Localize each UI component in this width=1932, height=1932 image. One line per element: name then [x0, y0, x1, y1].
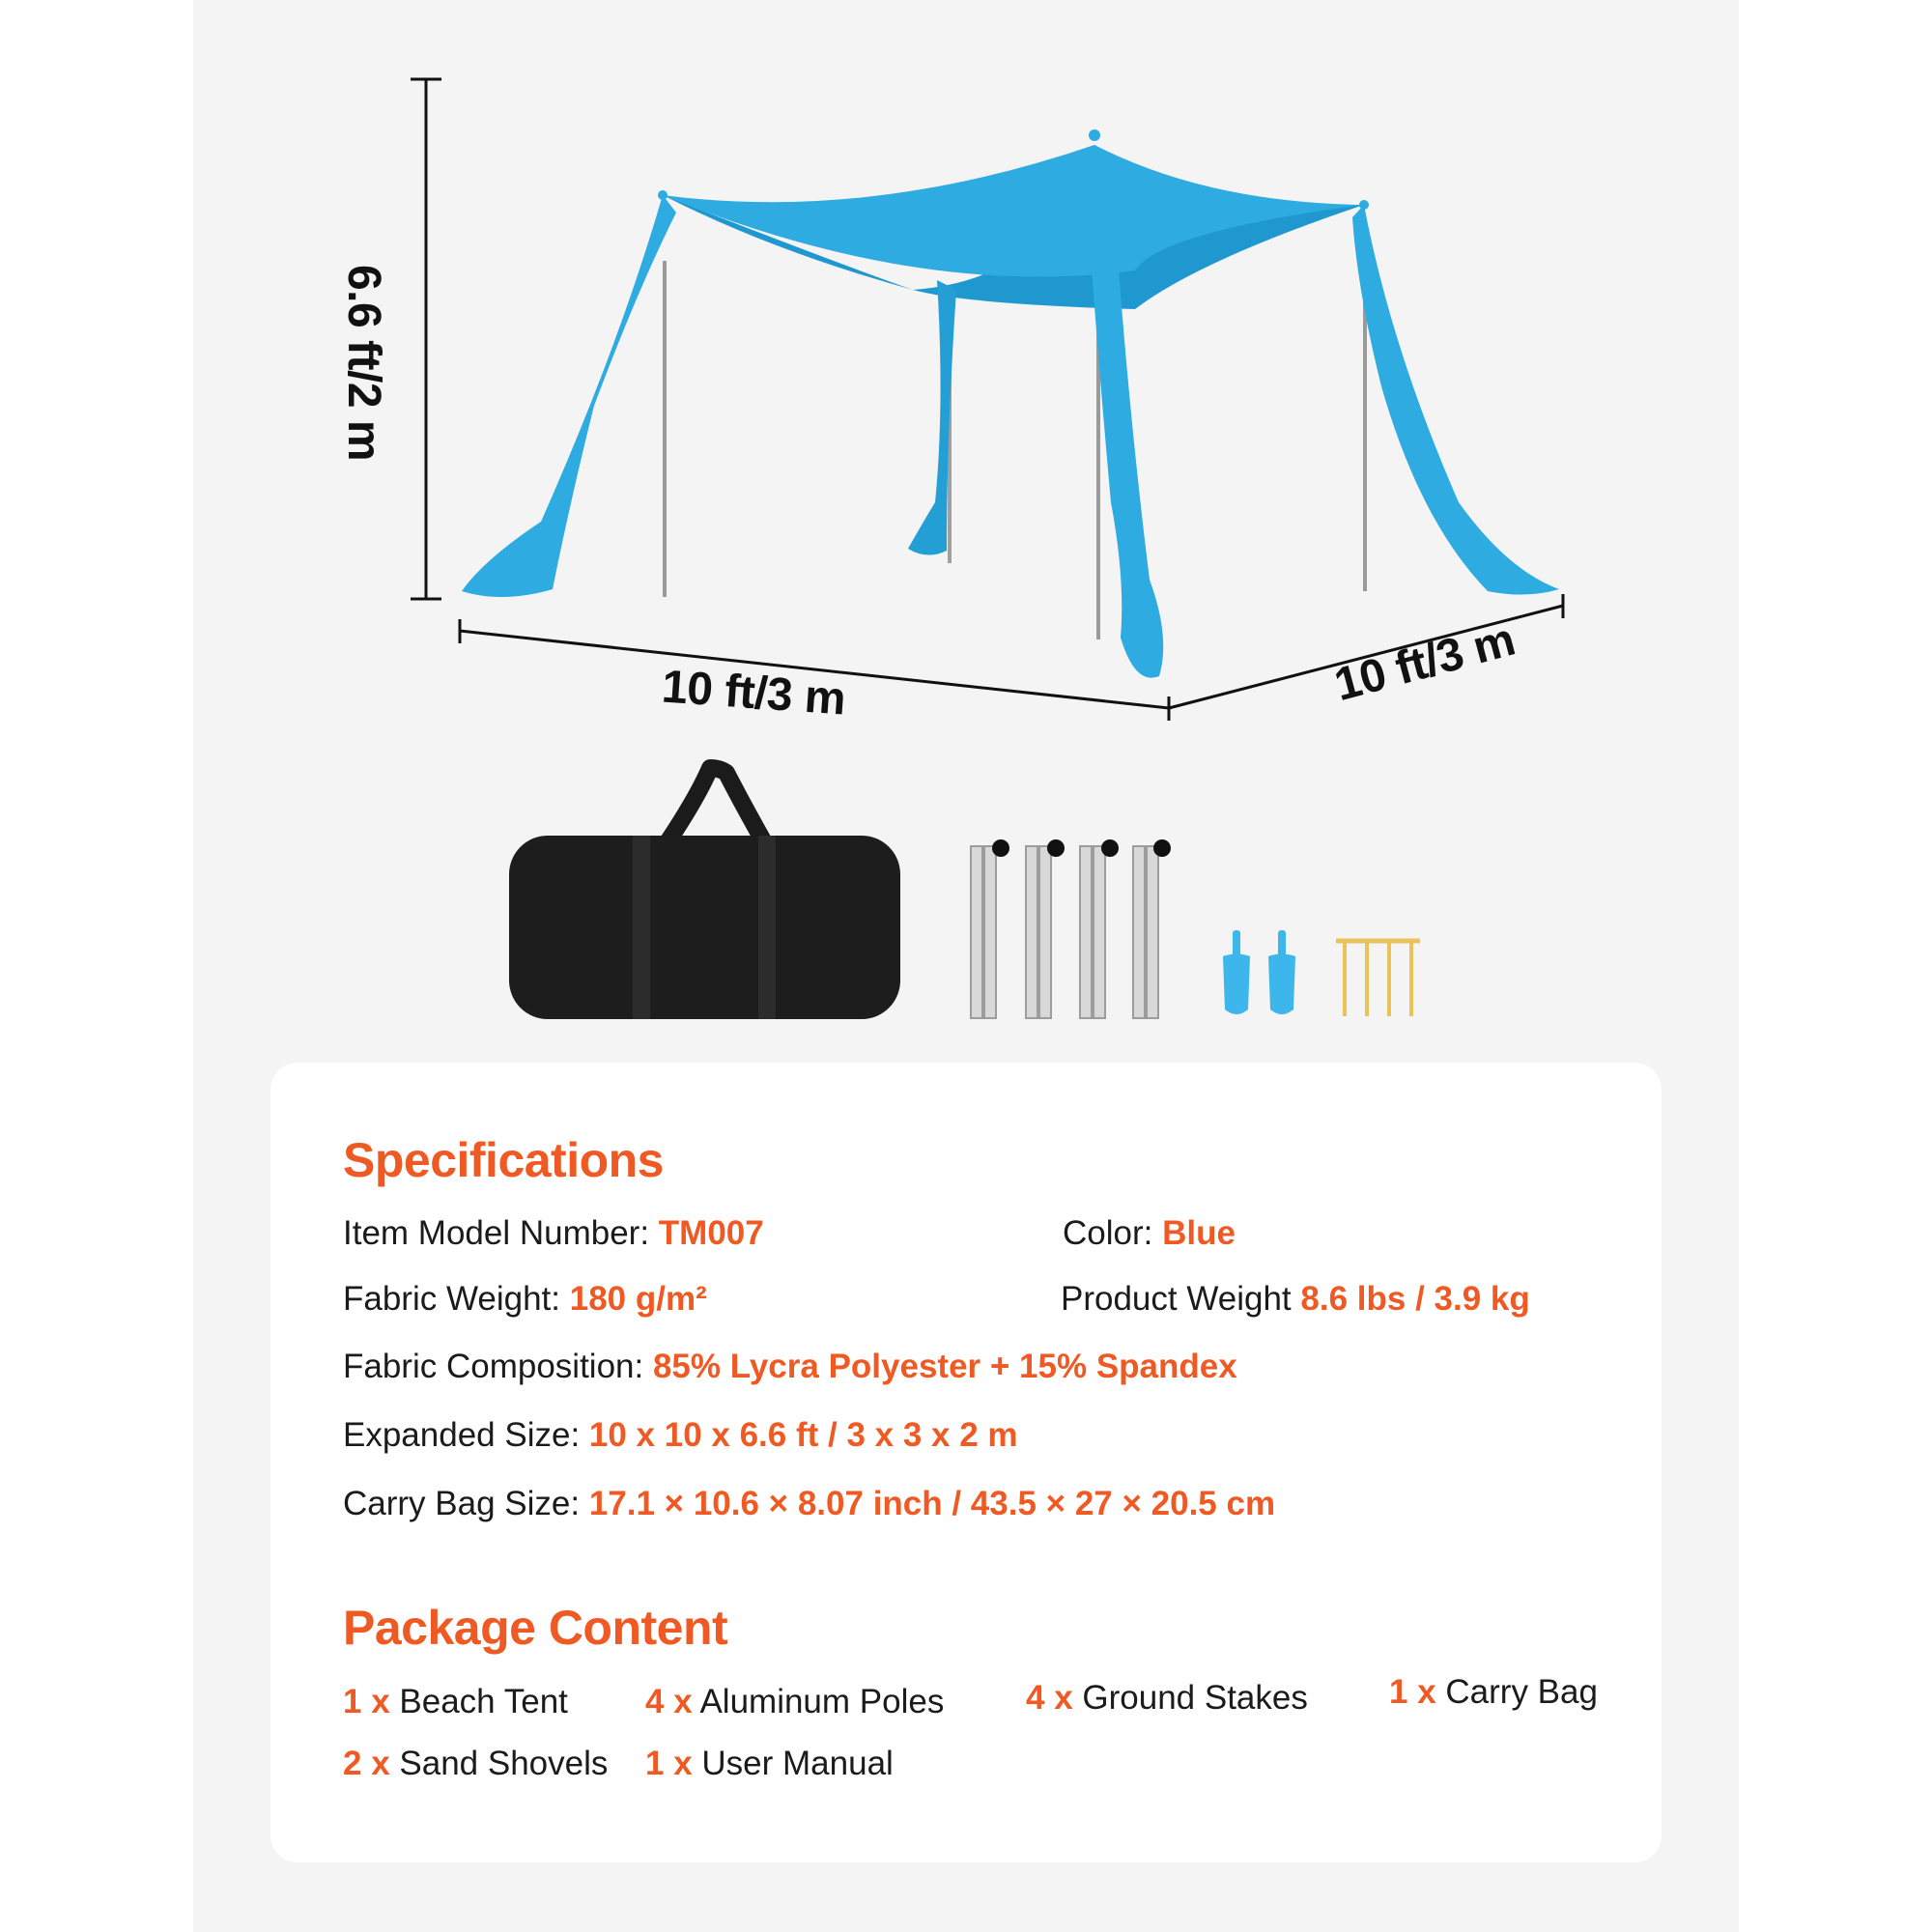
- package-item-qty: 4 x: [1026, 1679, 1073, 1717]
- specifications-card: [270, 1063, 1662, 1862]
- spec-color-label: Color:: [1063, 1214, 1153, 1252]
- package-item-name: Beach Tent: [399, 1683, 568, 1720]
- spec-fabric-weight: [343, 1280, 707, 1319]
- sand-shovels-icon: [1223, 930, 1295, 1014]
- package-item-qty: 1 x: [645, 1745, 693, 1782]
- spec-expanded-size-label: Expanded Size:: [343, 1416, 581, 1454]
- ground-stakes-icon: [1336, 941, 1420, 1016]
- package-item-name: Aluminum Poles: [699, 1683, 945, 1720]
- spec-color: [1063, 1214, 1236, 1253]
- specifications-heading: Specifications: [343, 1133, 664, 1187]
- package-item-name: Ground Stakes: [1082, 1679, 1308, 1717]
- package-item: [645, 1683, 944, 1721]
- spec-expanded-size: [343, 1416, 1018, 1455]
- spec-expanded-size-value: 10 x 10 x 6.6 ft / 3 x 3 x 2 m: [588, 1416, 1018, 1454]
- beach-tent-illustration: [462, 129, 1559, 678]
- spec-model: [343, 1214, 764, 1253]
- package-item-qty: 4 x: [645, 1683, 693, 1720]
- spec-model-label: Item Model Number:: [343, 1214, 650, 1252]
- package-item-qty: 2 x: [343, 1745, 390, 1782]
- spec-product-weight-label: Product Weight: [1061, 1280, 1292, 1318]
- spec-fabric-composition-value: 85% Lycra Polyester + 15% Spandex: [652, 1348, 1237, 1385]
- package-item: [343, 1745, 608, 1783]
- aluminum-poles-icon: [971, 839, 1171, 1018]
- spec-product-weight-value: 8.6 lbs / 3.9 kg: [1300, 1280, 1530, 1318]
- depth-dimension-label: 10 ft/3 m: [1329, 613, 1520, 712]
- spec-carry-bag-size: [343, 1485, 1275, 1523]
- spec-product-weight: [1061, 1280, 1530, 1319]
- spec-fabric-weight-value: 180 g/m²: [569, 1280, 707, 1318]
- carry-bag-icon: [509, 768, 900, 1019]
- spec-fabric-weight-label: Fabric Weight:: [343, 1280, 560, 1318]
- package-item-qty: 1 x: [343, 1683, 390, 1720]
- package-item: [645, 1745, 894, 1783]
- package-item: [1389, 1673, 1598, 1712]
- spec-carry-bag-size-label: Carry Bag Size:: [343, 1485, 581, 1522]
- spec-model-value: TM007: [658, 1214, 764, 1252]
- package-item: [1026, 1679, 1308, 1718]
- package-content-heading: Package Content: [343, 1601, 728, 1655]
- spec-fabric-composition: [343, 1348, 1237, 1386]
- spec-carry-bag-size-value: 17.1 × 10.6 × 8.07 inch / 43.5 × 27 × 20.5 cm: [588, 1485, 1276, 1522]
- package-item-name: User Manual: [701, 1745, 894, 1782]
- height-dimension-label: 6.6 ft/2 m: [338, 264, 390, 462]
- package-item-qty: 1 x: [1389, 1673, 1436, 1711]
- spec-color-value: Blue: [1162, 1214, 1236, 1252]
- package-item-name: Carry Bag: [1445, 1673, 1598, 1711]
- package-item-name: Sand Shovels: [399, 1745, 609, 1782]
- spec-fabric-composition-label: Fabric Composition:: [343, 1348, 644, 1385]
- package-item: [343, 1683, 568, 1721]
- width-dimension-label: 10 ft/3 m: [660, 661, 847, 725]
- height-dimension-line: [411, 79, 441, 599]
